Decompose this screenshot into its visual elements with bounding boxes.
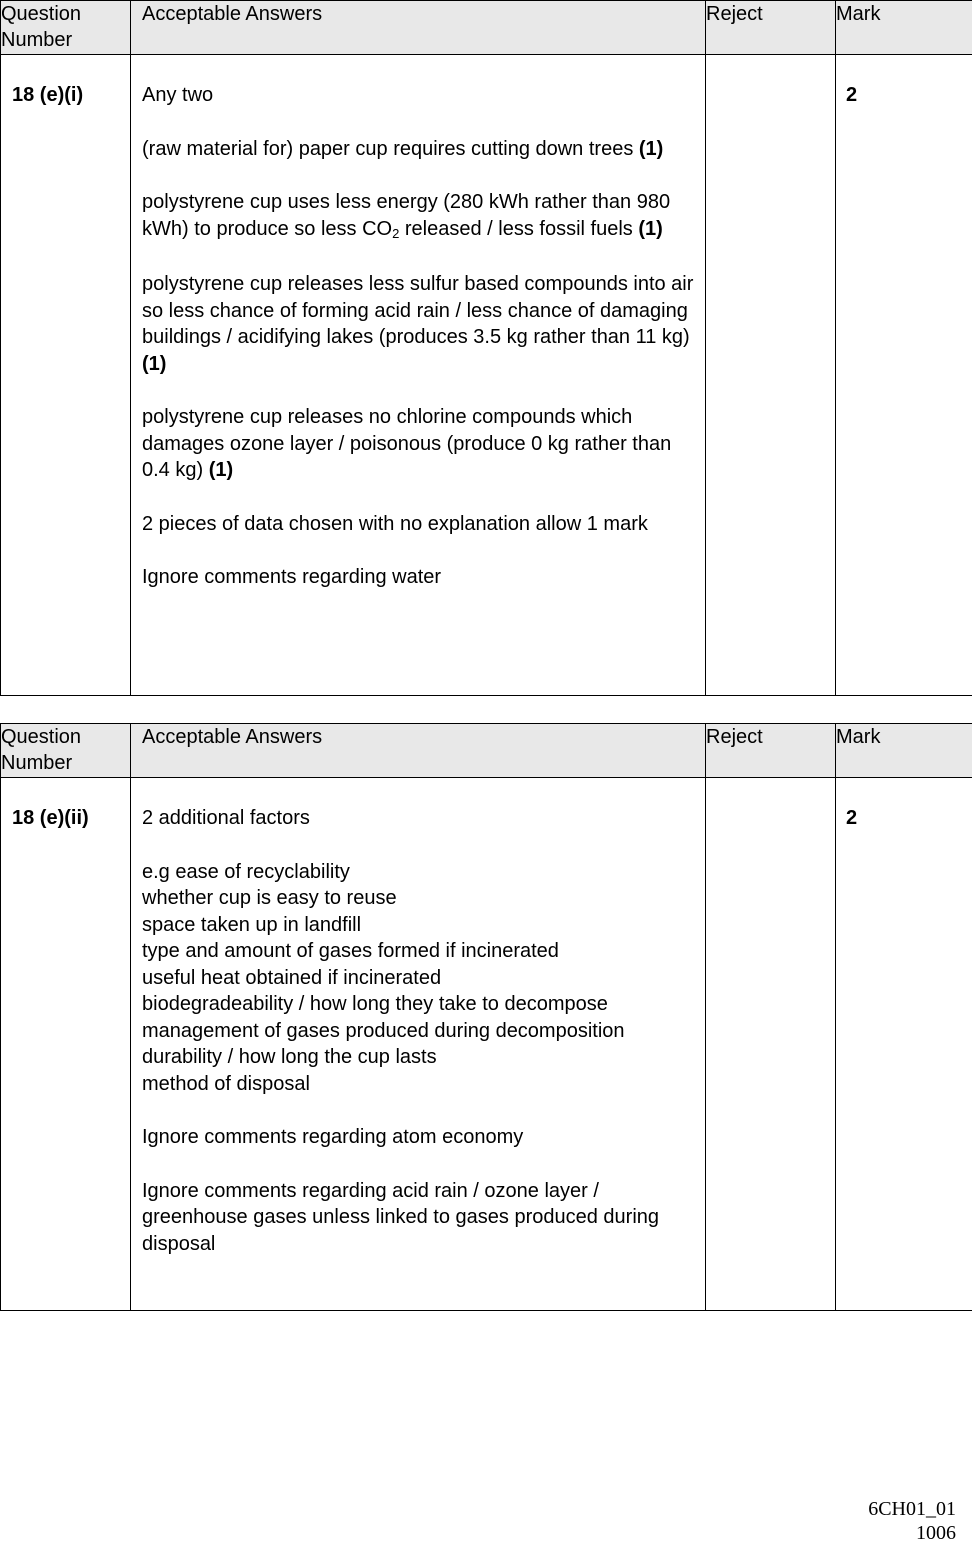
ignore-note: Ignore comments regarding atom economy: [142, 1124, 697, 1151]
list-item: biodegradeability / how long they take to decompose: [142, 991, 697, 1018]
question-number: 18 (e)(i): [1, 55, 131, 696]
answer-point: (raw material for) paper cup requires cutting down trees (1): [142, 136, 697, 163]
list-item: e.g ease of recyclability: [142, 859, 697, 886]
header-row: [1, 1, 972, 55]
acceptable-answers-cell: [131, 55, 706, 696]
list-item: useful heat obtained if incinerated: [142, 965, 697, 992]
header-row: [1, 724, 972, 778]
page-footer: [868, 1497, 956, 1545]
reject-cell: [706, 55, 836, 696]
header-reject: Reject: [706, 724, 836, 778]
answer-row: [1, 778, 972, 1311]
mark-scheme-table-18ei: [0, 0, 972, 696]
mark-tag: (1): [142, 353, 166, 375]
answer-point: polystyrene cup releases less sulfur based compounds into air so less chance of forming acid rain / less chance of damaging buildings / acidifying lakes (produces 3.5 kg rather than 11 kg) (1): [142, 271, 697, 377]
mark-value: 2: [836, 55, 972, 696]
answer-note: 2 pieces of data chosen with no explanation allow 1 mark: [142, 511, 697, 538]
paper-code: 6CH01_01: [868, 1497, 956, 1521]
ignore-note: Ignore comments regarding water: [142, 564, 697, 591]
header-question-number: Question Number: [1, 1, 131, 55]
session-code: 1006: [868, 1521, 956, 1545]
answer-intro: Any two: [142, 82, 697, 109]
answer-point: polystyrene cup uses less energy (280 kWh rather than 980 kWh) to produce so less $CO_2$ released / less fossil fuels (1): [142, 189, 697, 244]
ignore-note: Ignore comments regarding acid rain / ozone layer / greenhouse gases unless linked to gases produced during disposal: [142, 1178, 697, 1258]
subscript: 2: [392, 226, 399, 241]
list-item: method of disposal: [142, 1071, 697, 1098]
answer-intro: 2 additional factors: [142, 805, 697, 832]
list-item: durability / how long the cup lasts: [142, 1044, 697, 1071]
mark-tag: (1): [638, 218, 662, 240]
mark-tag: (1): [209, 459, 233, 481]
header-mark: Mark: [836, 1, 972, 55]
answer-point: polystyrene cup releases no chlorine compounds which damages ozone layer / poisonous (produce 0 kg rather than 0.4 kg) (1): [142, 404, 697, 484]
reject-cell: [706, 778, 836, 1311]
acceptable-answers-cell: [131, 778, 706, 1311]
header-acceptable-answers: Acceptable Answers: [131, 1, 706, 55]
header-mark: Mark: [836, 724, 972, 778]
answer-row: [1, 55, 972, 696]
question-number: 18 (e)(ii): [1, 778, 131, 1311]
list-item: type and amount of gases formed if incinerated: [142, 938, 697, 965]
mark-tag: (1): [639, 138, 663, 160]
list-item: management of gases produced during decomposition: [142, 1018, 697, 1045]
mark-value: 2: [836, 778, 972, 1311]
factor-list: [142, 859, 697, 1098]
header-reject: Reject: [706, 1, 836, 55]
header-acceptable-answers: Acceptable Answers: [131, 724, 706, 778]
list-item: whether cup is easy to reuse: [142, 885, 697, 912]
header-question-number: Question Number: [1, 724, 131, 778]
mark-scheme-table-18eii: [0, 723, 972, 1311]
list-item: space taken up in landfill: [142, 912, 697, 939]
